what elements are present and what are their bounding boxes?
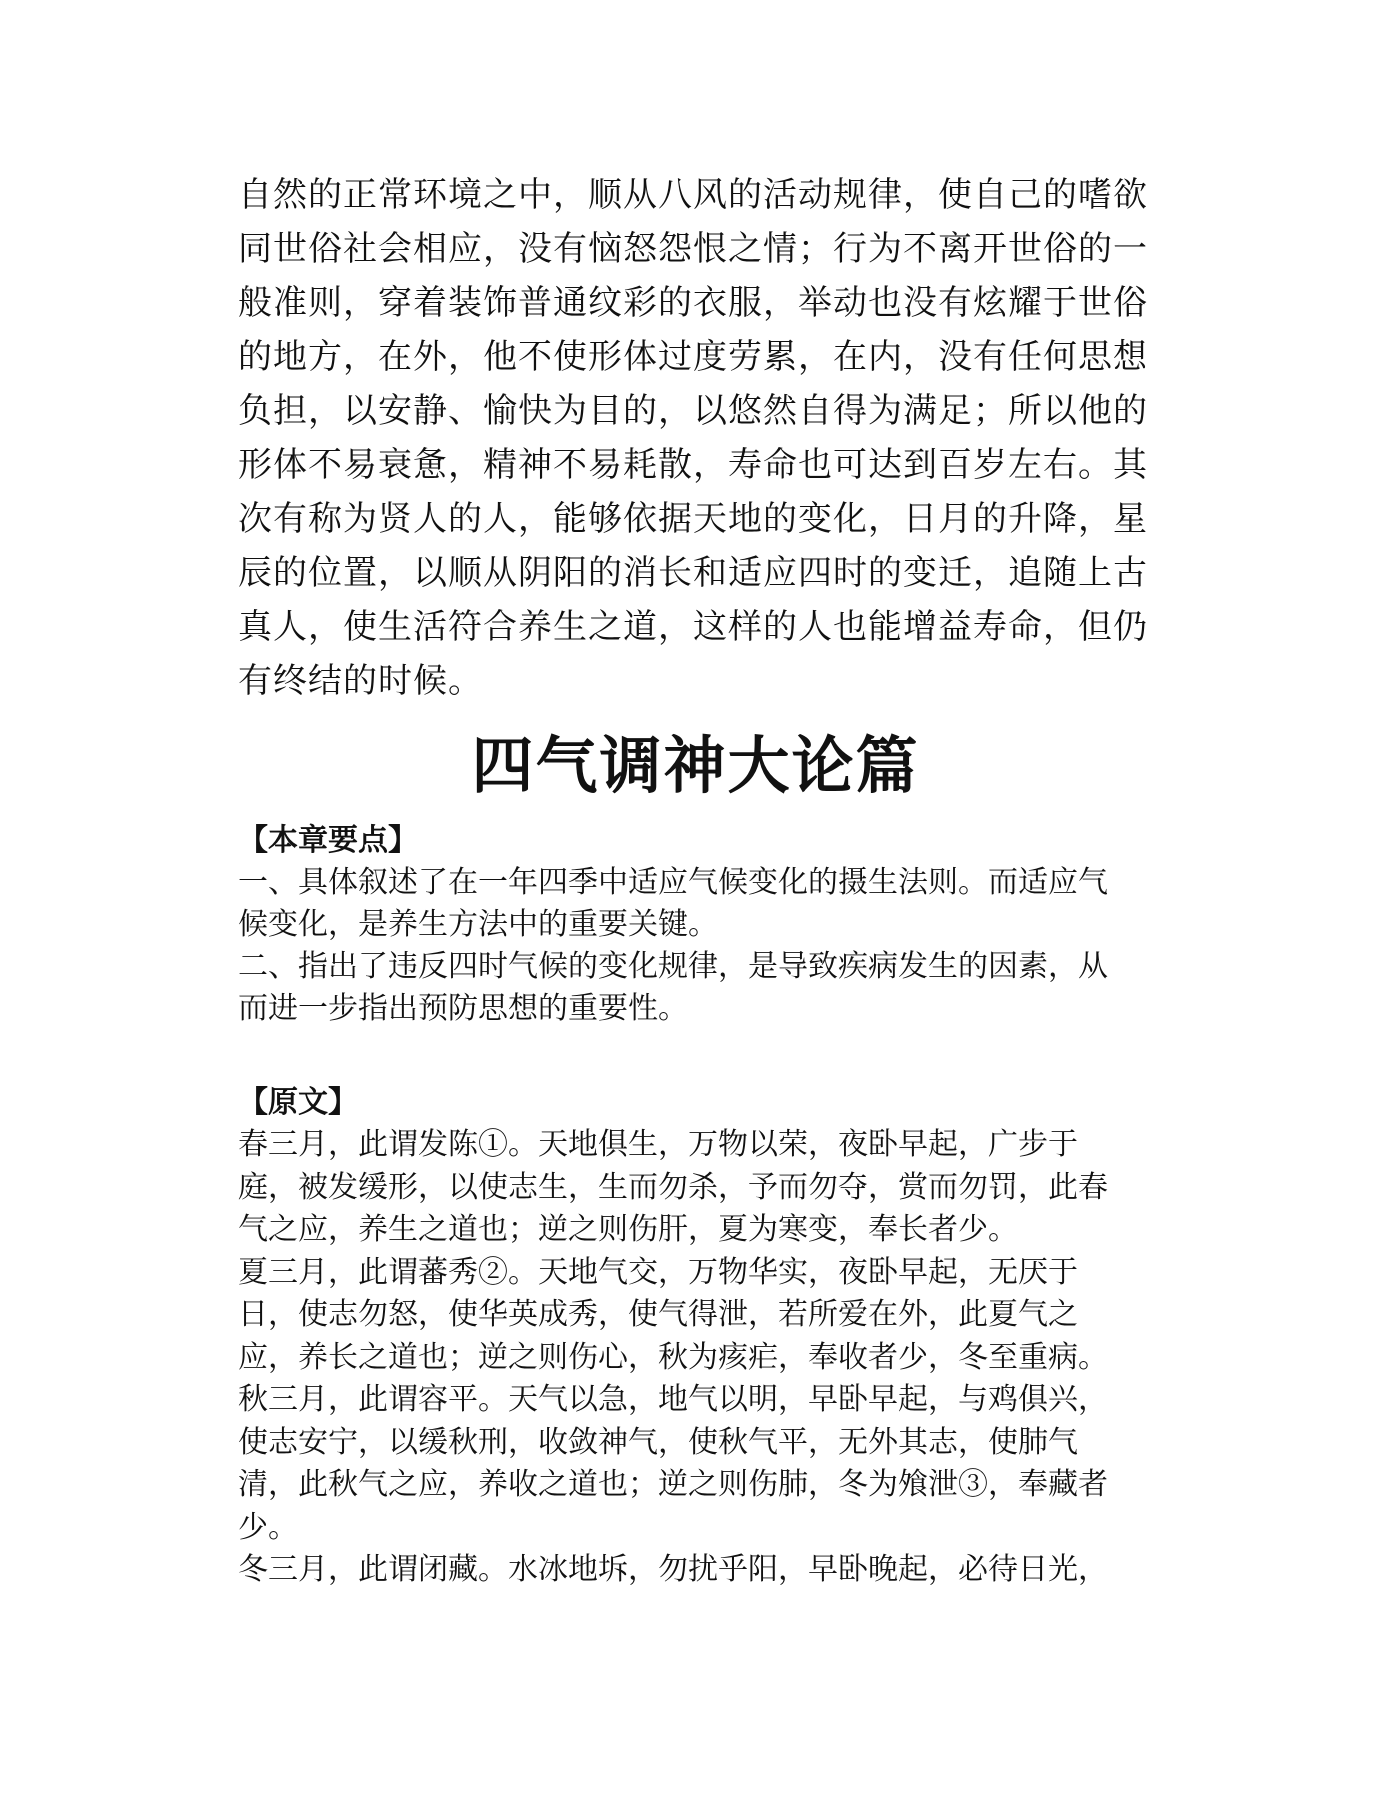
intro-line: 形体不易衰惫，精神不易耗散，寿命也可达到百岁左右。其 [238,445,1148,485]
intro-line: 负担，以安静、愉快为目的，以悠然自得为满足；所以他的 [238,391,1148,431]
original-text-heading: 【原文】 [238,1085,358,1120]
key-points-section [238,820,1138,1030]
original-text-line: 清，此秋气之应，养收之道也；逆之则伤肺，冬为飧泄③，奉藏者 [238,1467,1108,1502]
original-text-section [238,1082,1138,1592]
original-text-line: 气之应，养生之道也；逆之则伤肝，夏为寒变，奉长者少。 [238,1212,1018,1247]
original-text-line: 冬三月，此谓闭藏。水冰地坼，勿扰乎阳，早卧晚起，必待日光， [238,1552,1108,1587]
original-text-line: 日，使志勿怒，使华英成秀，使气得泄，若所爱在外，此夏气之 [238,1297,1078,1332]
intro-line: 有终结的时候。 [238,661,483,701]
original-text-line: 秋三月，此谓容平。天气以急，地气以明，早卧早起，与鸡俱兴， [238,1382,1108,1417]
intro-line: 真人，使生活符合养生之道，这样的人也能增益寿命，但仍 [238,607,1148,647]
intro-line: 般准则，穿着装饰普通纹彩的衣服，举动也没有炫耀于世俗 [238,283,1148,323]
intro-line: 辰的位置，以顺从阴阳的消长和适应四时的变迁，追随上古 [238,553,1148,593]
original-text-line: 使志安宁，以缓秋刑，收敛神气，使秋气平，无外其志，使肺气 [238,1424,1078,1460]
original-text-line: 夏三月，此谓蕃秀②。天地气交，万物华实，夜卧早起，无厌于 [238,1254,1078,1290]
intro-paragraph [238,168,1148,708]
intro-line: 自然的正常环境之中，顺从八风的活动规律，使自己的嗜欲 [238,175,1148,215]
key-point-line: 而进一步指出预防思想的重要性。 [238,991,688,1026]
original-text-line: 应，养长之道也；逆之则伤心，秋为痎疟，奉收者少，冬至重病。 [238,1339,1108,1375]
key-point-line: 候变化，是养生方法中的重要关键。 [238,907,718,942]
key-point-line: 一、具体叙述了在一年四季中适应气候变化的摄生法则。而适应气 [238,865,1108,900]
intro-line: 次有称为贤人的人，能够依据天地的变化，日月的升降，星 [238,499,1148,539]
intro-line: 同世俗社会相应，没有恼怒怨恨之情；行为不离开世俗的一 [238,229,1148,269]
original-text-line: 庭，被发缓形，以使志生，生而勿杀，予而勿夺，赏而勿罚，此春 [238,1169,1108,1205]
intro-line: 的地方，在外，他不使形体过度劳累，在内，没有任何思想 [238,337,1148,377]
key-point-line: 二、指出了违反四时气候的变化规律，是导致疾病发生的因素，从 [238,949,1108,984]
key-points-heading: 【本章要点】 [238,823,418,858]
chapter-title: 四气调神大论篇 [471,729,920,802]
original-text-line: 春三月，此谓发陈①。天地俱生，万物以荣，夜卧早起，广步于 [238,1127,1078,1162]
original-text-line: 少。 [238,1509,298,1545]
